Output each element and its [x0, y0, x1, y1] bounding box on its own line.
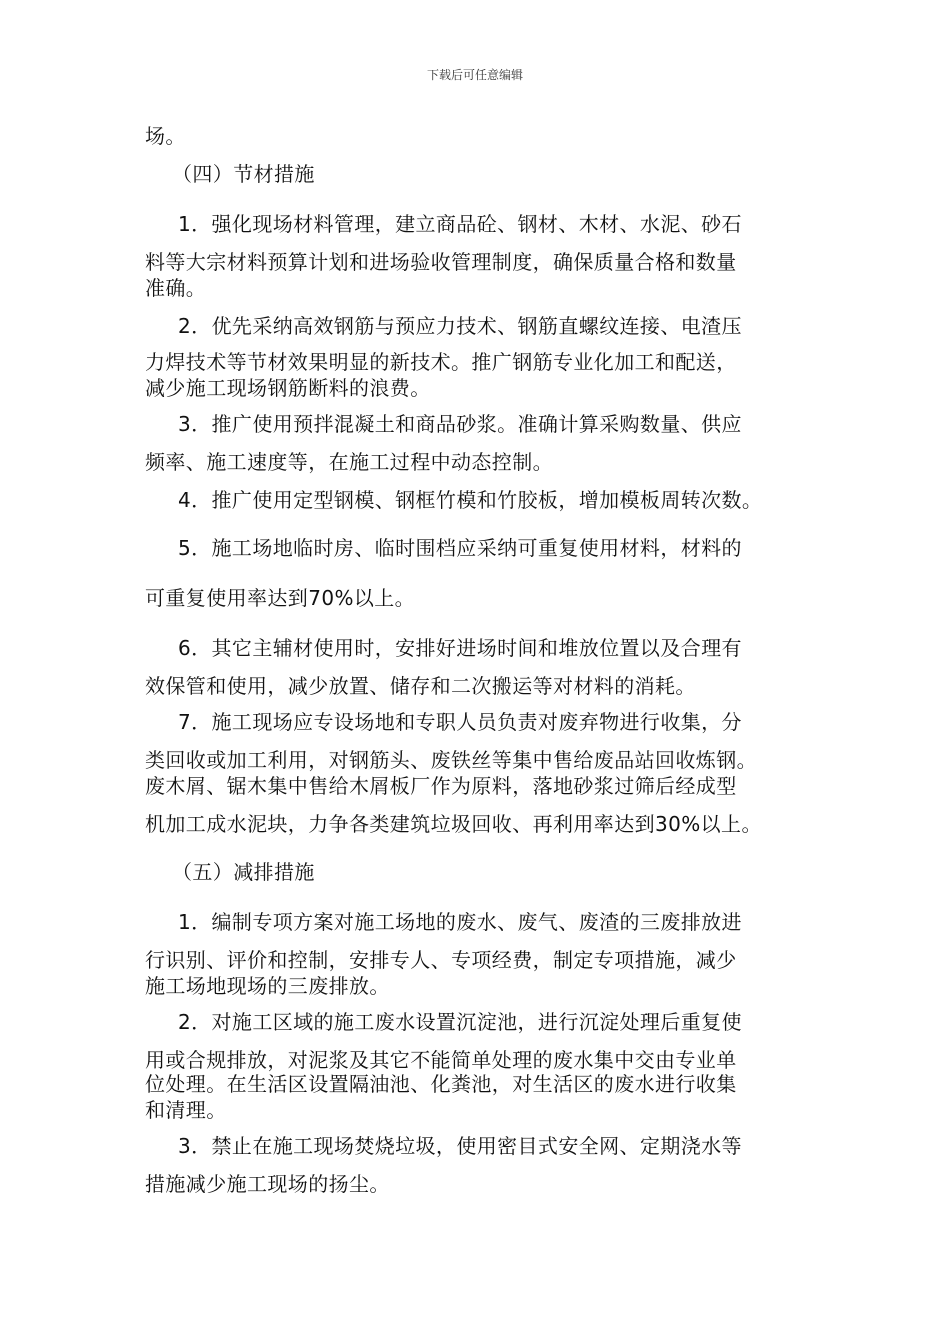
text-line: 用或合规排放，对泥浆及其它不能简单处理的废水集中交由专业单 — [145, 1048, 737, 1072]
text-line: 类回收或加工利用，对钢筋头、废铁丝等集中售给废品站回收炼钢。 — [145, 748, 757, 772]
text-line: 1．强化现场材料管理，建立商品砼、钢材、木材、水泥、砂石 — [178, 212, 742, 236]
text-line: 3．推广使用预拌混凝土和商品砂浆。准确计算采购数量、供应 — [178, 412, 742, 436]
text-line: 1．编制专项方案对施工场地的废水、废气、废渣的三废排放进 — [178, 910, 742, 934]
section-heading: （四）节材措施 — [172, 162, 315, 186]
text-line: 3．禁止在施工现场焚烧垃圾，使用密目式安全网、定期浇水等 — [178, 1134, 742, 1158]
text-line: 效保管和使用，减少放置、储存和二次搬运等对材料的消耗。 — [145, 674, 696, 698]
text-line: 6．其它主辅材使用时，安排好进场时间和堆放位置以及合理有 — [178, 636, 742, 660]
text-line: 措施减少施工现场的扬尘。 — [145, 1172, 390, 1196]
text-line: 和清理。 — [145, 1098, 227, 1122]
section-heading: （五）减排措施 — [172, 860, 315, 884]
text-line: 废木屑、锯木集中售给木屑板厂作为原料，落地砂浆过筛后经成型 — [145, 774, 737, 798]
text-line: 5．施工场地临时房、临时围档应采纳可重复使用材料，材料的 — [178, 536, 742, 560]
text-line: 料等大宗材料预算计划和进场验收管理制度，确保质量合格和数量 — [145, 250, 737, 274]
text-line: 2．优先采纳高效钢筋与预应力技术、钢筋直螺纹连接、电渣压 — [178, 314, 742, 338]
text-line: 施工场地现场的三废排放。 — [145, 974, 390, 998]
text-line: 7．施工现场应专设场地和专职人员负责对废弃物进行收集，分 — [178, 710, 742, 734]
text-line: 可重复使用率达到70%以上。 — [145, 586, 416, 610]
text-line: 力焊技术等节材效果明显的新技术。推广钢筋专业化加工和配送， — [145, 350, 737, 374]
text-line: 位处理。在生活区设置隔油池、化粪池，对生活区的废水进行收集 — [145, 1072, 737, 1096]
text-line: 准确。 — [145, 276, 207, 300]
text-line: 机加工成水泥块，力争各类建筑垃圾回收、再利用率达到30%以上。 — [145, 812, 762, 836]
page-header: 下载后可任意编辑 — [426, 68, 523, 82]
text-line: 4．推广使用定型钢模、钢框竹模和竹胶板，增加模板周转次数。 — [178, 488, 763, 512]
text-line: 行识别、评价和控制，安排专人、专项经费，制定专项措施，减少 — [145, 948, 737, 972]
text-line: 2．对施工区域的施工废水设置沉淀池，进行沉淀处理后重复使 — [178, 1010, 742, 1034]
text-line: 减少施工现场钢筋断料的浪费。 — [145, 376, 431, 400]
text-line: 频率、施工速度等，在施工过程中动态控制。 — [145, 450, 553, 474]
text-line: 场。 — [145, 124, 186, 148]
